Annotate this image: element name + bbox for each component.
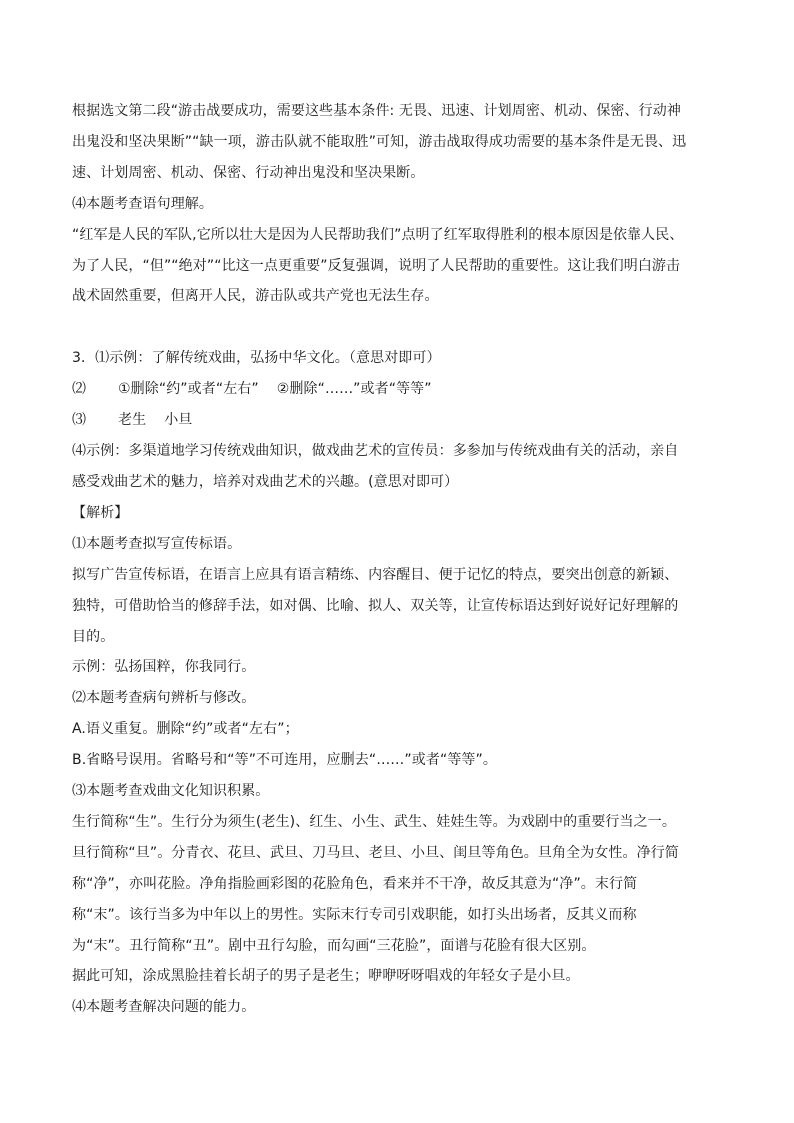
q3-item-4: ⑷示例：多渠道地学习传统戏曲知识，做戏曲艺术的宣传员：多参加与传统戏曲有关的活动，亲自感受戏曲艺术的魅力，培养对戏曲艺术的兴趣。(意思对即可）: [72, 443, 679, 490]
analysis-paragraph: ⑵本题考查病句辨析与修改。: [72, 690, 256, 707]
analysis-paragraph: ⑴本题考查拟写宣传标语。: [72, 535, 242, 552]
analysis-paragraph: B.省略号误用。省略号和“等”不可连用，应删去“……”或者“等等”。: [72, 752, 497, 769]
analysis-paragraph: 据此可知，涂成黑脸挂着长胡子的男子是老生；咿咿呀呀唱戏的年轻女子是小旦。: [72, 968, 580, 985]
analysis-paragraph: A.语义重复。删除“约”或者“左右”；: [72, 721, 299, 738]
analysis-paragraph: 示例：弘扬国粹，你我同行。: [72, 659, 256, 676]
q3-item-3-answer-b: 小旦: [164, 412, 193, 429]
q3-item-1: 3．⑴示例：了解传统戏曲，弘扬中华文化。（意思对即可）: [72, 350, 441, 367]
analysis-paragraph: 生行简称“生”。生行分为须生(老生)、红生、小生、武生、娃娃生等。为戏剧中的重要行当之一。旦行简称“旦”。分青衣、花旦、武旦、刀马旦、老旦、小旦、闺旦等角色。旦角全为女性。净行简称“净”，亦叫花脸。净角指脸画彩图的花脸角色，看来并不干净，故反其意为“净”。末行简称“末”。该行当多为中年以上的男性。实际末行专司引戏职能，如打头出场者，反其义而称为“末”。丑行简称“丑”。剧中丑行勾脸，而勾画“三花脸”，面谱与花脸有很大区别。: [72, 813, 679, 954]
section-spacer: [72, 312, 690, 343]
q3-item-3-number: ⑶: [72, 412, 87, 429]
q3-item-2-answer-a: ①删除“约”或者“左右”: [118, 381, 259, 398]
answer-text-body: [72, 96, 690, 1023]
paragraph-red-army: “红军是人民的军队,它所以壮大是因为人民帮助我们”点明了红军取得胜利的根本原因是依靠人民、为了人民，“但”“绝对”“比这一点更重要”反复强调，说明了人民帮助的重要性。这让我们明白游击战术固然重要，但离开人民，游击队或共产党也无法生存。: [72, 226, 684, 305]
analysis-heading: 【解析】: [72, 504, 129, 521]
q3-item-3: [72, 405, 690, 436]
analysis-paragraph: 拟写广告宣传标语，在语言上应具有语言精练、内容醒目、便于记忆的特点，要突出创意的新颖、独特，可借助恰当的修辞手法，如对偶、比喻、拟人、双关等，让宣传标语达到好说好记好理解的目的。: [72, 566, 679, 645]
q3-item-2: [72, 374, 690, 405]
paragraph-guerrilla-conditions: 根据选文第二段“游击战要成功，需要这些基本条件: 无畏、迅速、计划周密、机动、保密、行动神出鬼没和坚决果断”“缺一项，游击队就不能取胜”可知，游击战取得成功需要的基本条件是无畏、迅速、计划周密、机动、保密、行动神出鬼没和坚决果断。: [72, 103, 687, 181]
q3-item-2-number: ⑵: [72, 381, 87, 398]
q3-item-3-answer-a: 老生: [118, 412, 147, 429]
q3-item-2-answer-b: ②删除“……”或者“等等”: [276, 381, 432, 398]
analysis-paragraph: ⑷本题考查解决问题的能力。: [72, 999, 256, 1016]
analysis-paragraph: ⑶本题考查戏曲文化知识积累。: [72, 783, 270, 800]
paragraph-q4-label: ⑷本题考查语句理解。: [72, 195, 213, 212]
